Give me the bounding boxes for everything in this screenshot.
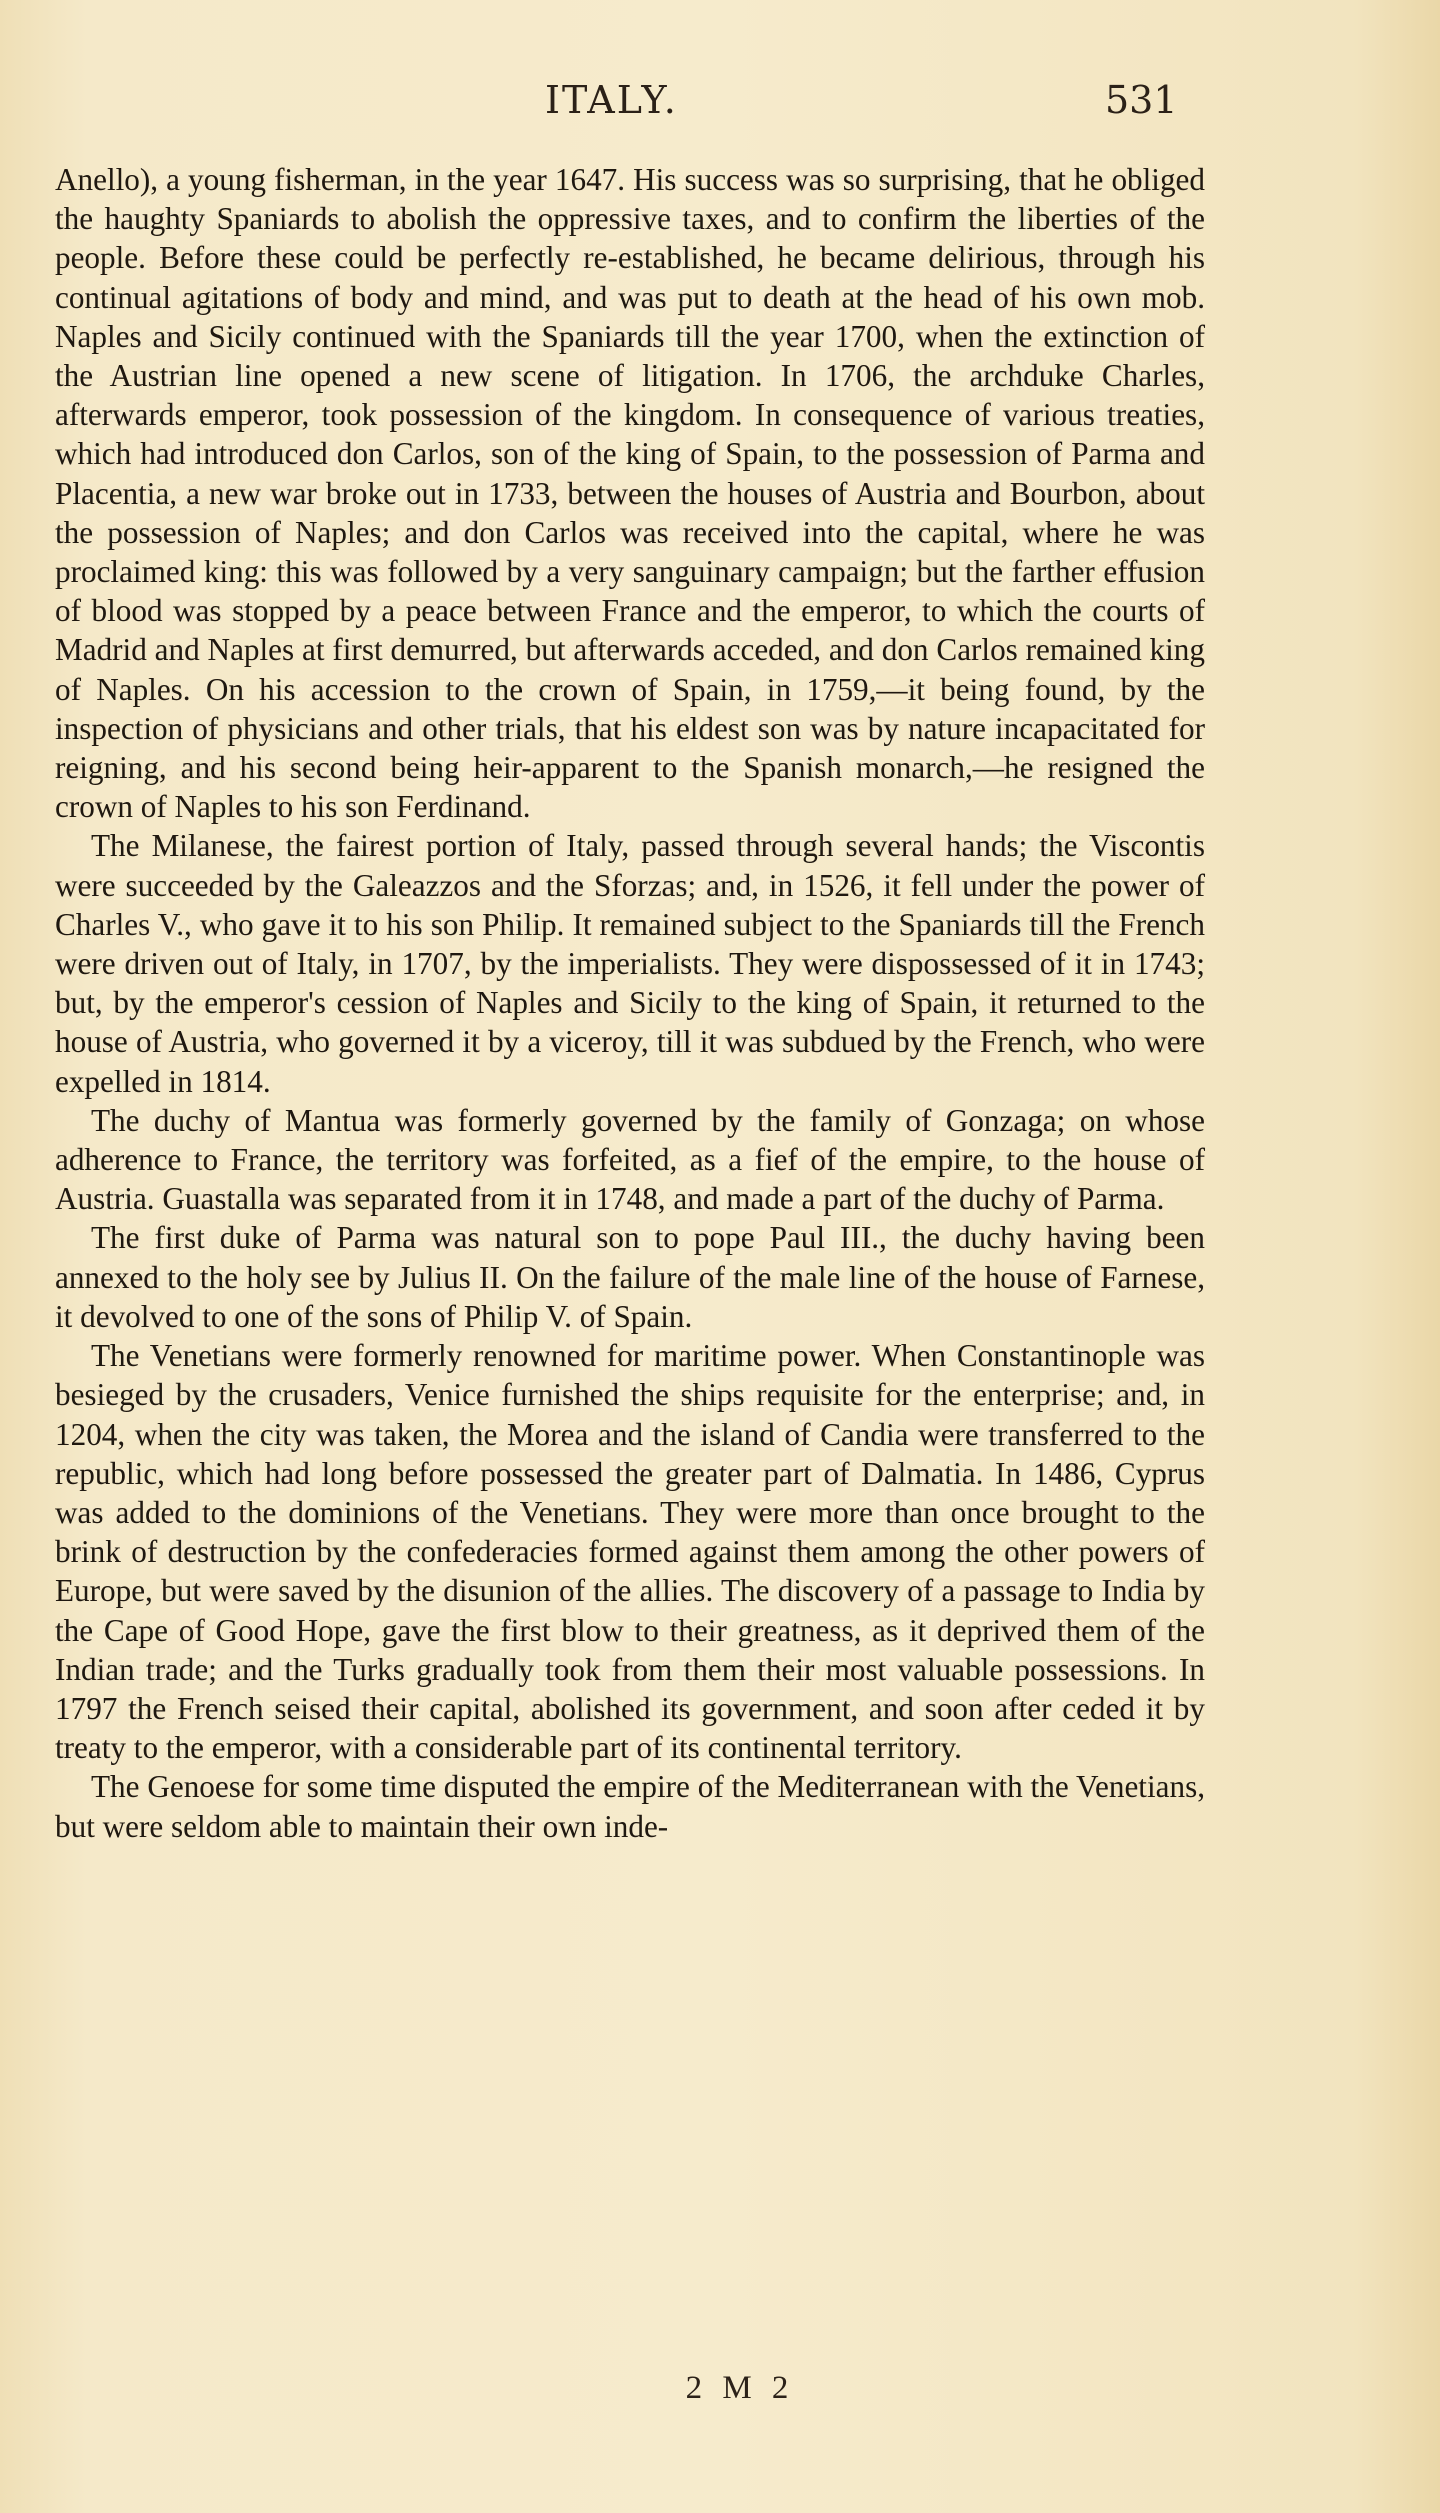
paragraph-parma: The first duke of Parma was natural son to pope Paul III., the duchy having been annexed to the holy see by Julius II. On the failure of the male line of the house of Farnese, it devolved to one of the sons of Philip V. of Spain.: [55, 1220, 1205, 1334]
page-number: 531: [1105, 78, 1178, 122]
running-head: [0, 78, 1440, 128]
paragraph-naples: Anello), a young fisherman, in the year 1647. His success was so surprising, that he obliged the haughty Spaniards to abolish the oppressive taxes, and to confirm the liberties of the people. Before these could be perfectly re-established, he became delirious, through his continual agitations of body and mind, and was put to death at the head of his own mob. Naples and Sicily continued with the Spaniards till the year 1700, when the extinction of the Austrian line opened a new scene of litigation. In 1706, the archduke Charles, afterwards emperor, took possession of the kingdom. In consequence of various treaties, which had introduced don Carlos, son of the king of Spain, to the possession of Parma and Placentia, a new war broke out in 1733, between the houses of Austria and Bourbon, about the possession of Naples; and don Carlos was received into the capital, where he was proclaimed king: this was followed by a very sanguinary campaign; but the farther effusion of blood was stopped by a peace between France and the emperor, to which the courts of Madrid and Naples at first demurred, but afterwards acceded, and don Carlos remained king of Naples. On his accession to the crown of Spain, in 1759,—it being found, by the inspection of physicians and other trials, that his eldest son was by nature incapacitated for reigning, and his second being heir-apparent to the Spanish monarch,—he resigned the crown of Naples to his son Ferdinand.: [55, 162, 1205, 825]
paragraph-genoese: The Genoese for some time disputed the empire of the Mediterranean with the Venetians, but were seldom able to maintain their own inde-: [55, 1769, 1205, 1844]
paragraph-venetians: The Venetians were formerly renowned for maritime power. When Constantinople was besieged by the crusaders, Venice furnished the ships requisite for the enterprise; and, in 1204, when the city was taken, the Morea and the island of Candia were transferred to the republic, which had long before possessed the greater part of Dalmatia. In 1486, Cyprus was added to the dominions of the Venetians. They were more than once brought to the brink of destruction by the confederacies formed against them among the other powers of Europe, but were saved by the disunion of the allies. The discovery of a passage to India by the Cape of Good Hope, gave the first blow to their greatness, as it deprived them of the Indian trade; and the Turks gradually took from them their most valuable possessions. In 1797 the French seised their capital, abolished its government, and soon after ceded it by treaty to the emperor, with a considerable part of its continental territory.: [55, 1338, 1205, 1766]
signature-mark: 2 M 2: [685, 2370, 795, 2406]
body-text: [55, 160, 1205, 1846]
running-title: ITALY.: [545, 78, 678, 122]
paragraph-mantua: The duchy of Mantua was formerly governed by the family of Gonzaga; on whose adherence to France, the territory was forfeited, as a fief of the empire, to the house of Austria. Guastalla was separated from it in 1748, and made a part of the duchy of Parma.: [55, 1102, 1205, 1217]
paragraph-milanese: The Milanese, the fairest portion of Italy, passed through several hands; the Viscontis were succeeded by the Galeazzos and the Sforzas; and, in 1526, it fell under the power of Charles V., who gave it to his son Philip. It remained subject to the Spaniards till the French were driven out of Italy, in 1707, by the imperialists. They were dispossessed of it in 1743; but, by the emperor's cession of Naples and Sicily to the king of Spain, it returned to the house of Austria, who governed it by a viceroy, till it was subdued by the French, who were expelled in 1814.: [55, 828, 1205, 1099]
